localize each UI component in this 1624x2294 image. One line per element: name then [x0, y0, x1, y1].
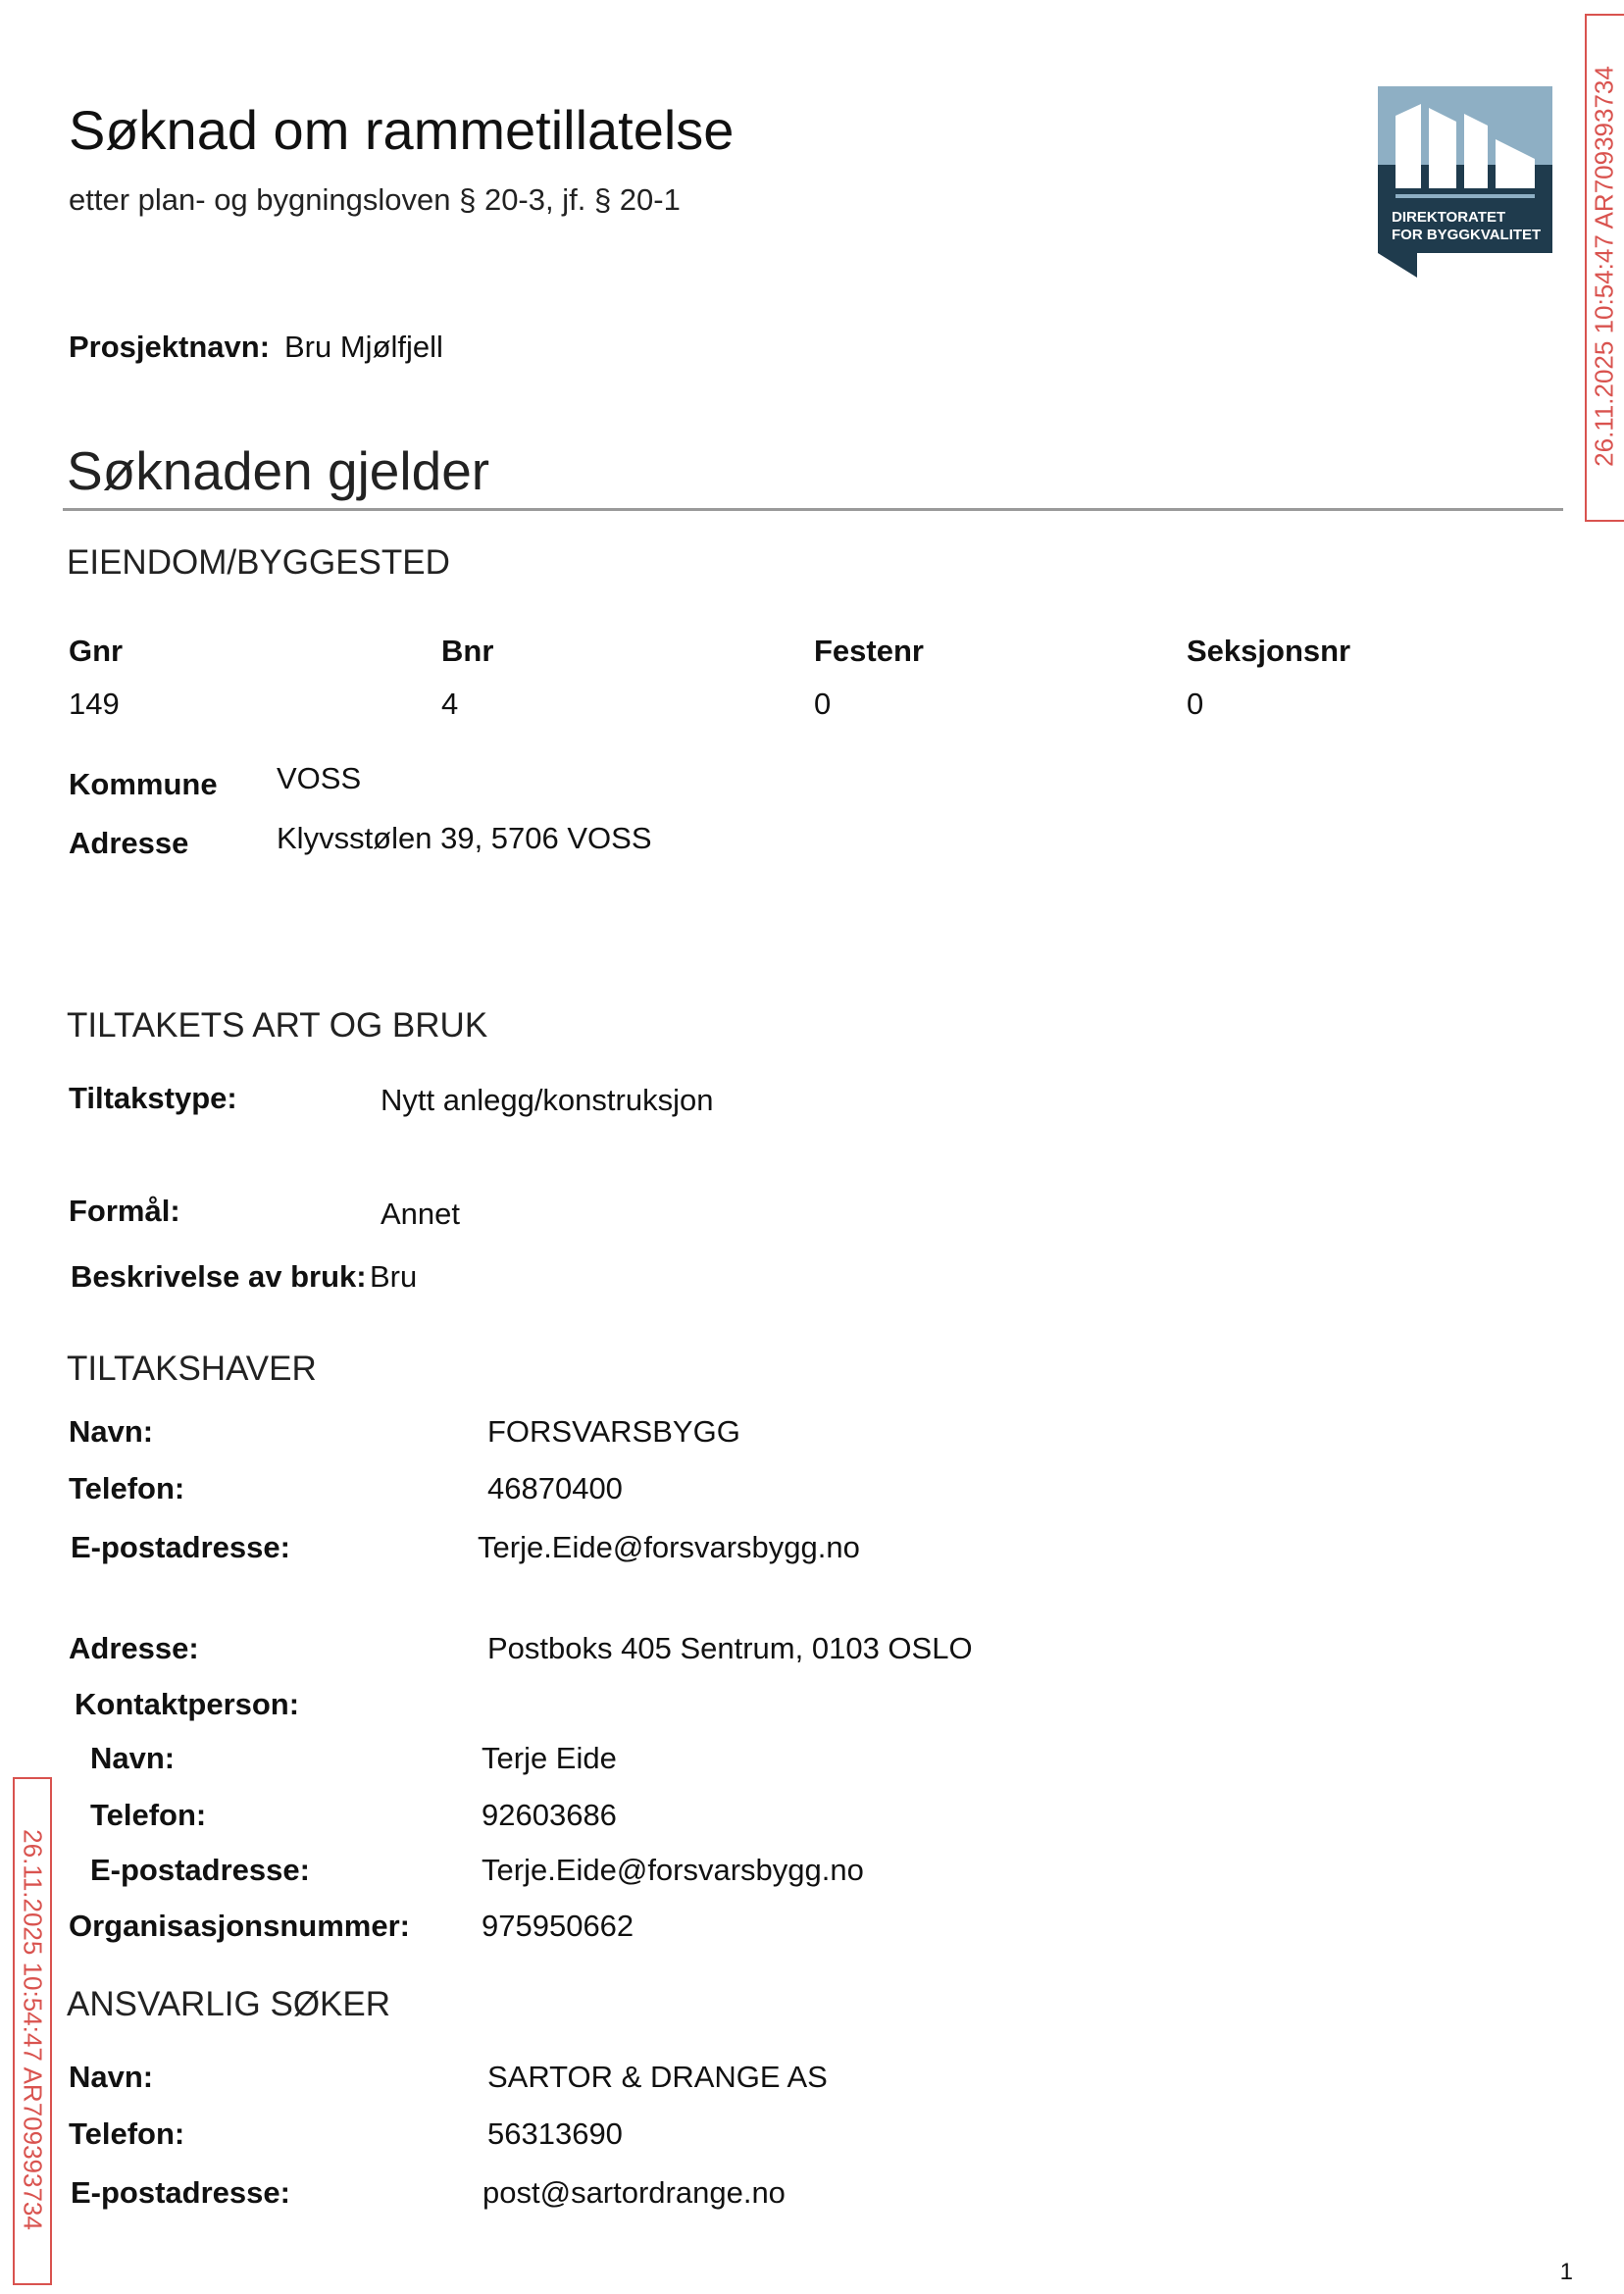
- formal-label: Formål:: [69, 1194, 180, 1228]
- stamp-box-right: [1585, 14, 1624, 522]
- tiltakshaver-adresse-label: Adresse:: [69, 1631, 199, 1665]
- tiltakstype-value: Nytt anlegg/konstruksjon: [381, 1083, 714, 1117]
- ansvarlig-epost-value: post@sartordrange.no: [482, 2175, 786, 2210]
- formal-value: Annet: [381, 1197, 461, 1231]
- festenr-value: 0: [814, 687, 832, 721]
- logo-text-line1: DIREKTORATET: [1392, 209, 1506, 226]
- gnr-value: 149: [69, 687, 120, 721]
- ansvarlig-telefon-label: Telefon:: [69, 2116, 185, 2151]
- kontakt-navn-label: Navn:: [90, 1741, 176, 1775]
- kontakt-navn-value: Terje Eide: [482, 1741, 617, 1775]
- page-number: 1: [1559, 2259, 1573, 2285]
- gnr-label: Gnr: [69, 634, 124, 668]
- orgnr-value: 975950662: [482, 1909, 634, 1943]
- kontakt-telefon-label: Telefon:: [90, 1798, 207, 1832]
- kontakt-telefon-value: 92603686: [482, 1798, 617, 1832]
- dibk-logo: [1378, 86, 1552, 278]
- kommune-label: Kommune: [69, 767, 218, 801]
- kommune-value: VOSS: [277, 761, 362, 795]
- tiltakstype-label: Tiltakstype:: [69, 1081, 237, 1115]
- tiltakshaver-telefon-label: Telefon:: [69, 1471, 185, 1505]
- adresse-label: Adresse: [69, 826, 189, 860]
- kontakt-epost-value: Terje.Eide@forsvarsbygg.no: [482, 1853, 864, 1887]
- document-title: Søknad om rammetillatelse: [69, 99, 735, 161]
- stamp-text-left: 26.11.2025 10:54:47 AR709393734: [18, 1829, 48, 2230]
- seksjonsnr-value: 0: [1187, 687, 1204, 721]
- tiltakshaver-adresse-value: Postboks 405 Sentrum, 0103 OSLO: [487, 1631, 973, 1665]
- ansvarlig-epost-label: E-postadresse:: [71, 2175, 290, 2210]
- project-value: Bru Mjølfjell: [284, 330, 443, 364]
- ansvarlig-heading: ANSVARLIG SØKER: [67, 1985, 391, 2023]
- tiltak-heading: TILTAKETS ART OG BRUK: [67, 1006, 488, 1045]
- tiltakshaver-navn-label: Navn:: [69, 1414, 154, 1449]
- beskrivelse-label: Beskrivelse av bruk:: [71, 1259, 367, 1294]
- beskrivelse-value: Bru: [370, 1259, 418, 1294]
- festenr-label: Festenr: [814, 634, 924, 668]
- ansvarlig-navn-value: SARTOR & DRANGE AS: [487, 2060, 828, 2094]
- stamp-box-left: [13, 1777, 52, 2285]
- section-divider: [63, 508, 1563, 511]
- seksjonsnr-label: Seksjonsnr: [1187, 634, 1351, 668]
- orgnr-label: Organisasjonsnummer:: [69, 1909, 410, 1943]
- stamp-text-right: 26.11.2025 10:54:47 AR709393734: [1589, 66, 1619, 467]
- tiltakshaver-telefon-value: 46870400: [487, 1471, 623, 1505]
- section-title: Søknaden gjelder: [67, 440, 490, 501]
- kontakt-epost-label: E-postadresse:: [90, 1853, 310, 1887]
- tiltakshaver-epost-label: E-postadresse:: [71, 1530, 290, 1564]
- logo-text-line2: FOR BYGGKVALITET: [1392, 227, 1542, 243]
- bnr-value: 4: [441, 687, 459, 721]
- ansvarlig-navn-label: Navn:: [69, 2060, 154, 2094]
- document-subtitle: etter plan- og bygningsloven § 20-3, jf. § 20-1: [69, 182, 681, 217]
- tiltakshaver-epost-value: Terje.Eide@forsvarsbygg.no: [478, 1530, 860, 1564]
- tiltakshaver-heading: TILTAKSHAVER: [67, 1350, 317, 1388]
- tiltakshaver-navn-value: FORSVARSBYGG: [487, 1414, 740, 1449]
- ansvarlig-telefon-value: 56313690: [487, 2116, 623, 2151]
- bnr-label: Bnr: [441, 634, 494, 668]
- adresse-value: Klyvsstølen 39, 5706 VOSS: [277, 821, 652, 855]
- project-label: Prosjektnavn:: [69, 330, 271, 364]
- kontaktperson-label: Kontaktperson:: [75, 1687, 300, 1721]
- eiendom-heading: EIENDOM/BYGGESTED: [67, 543, 450, 582]
